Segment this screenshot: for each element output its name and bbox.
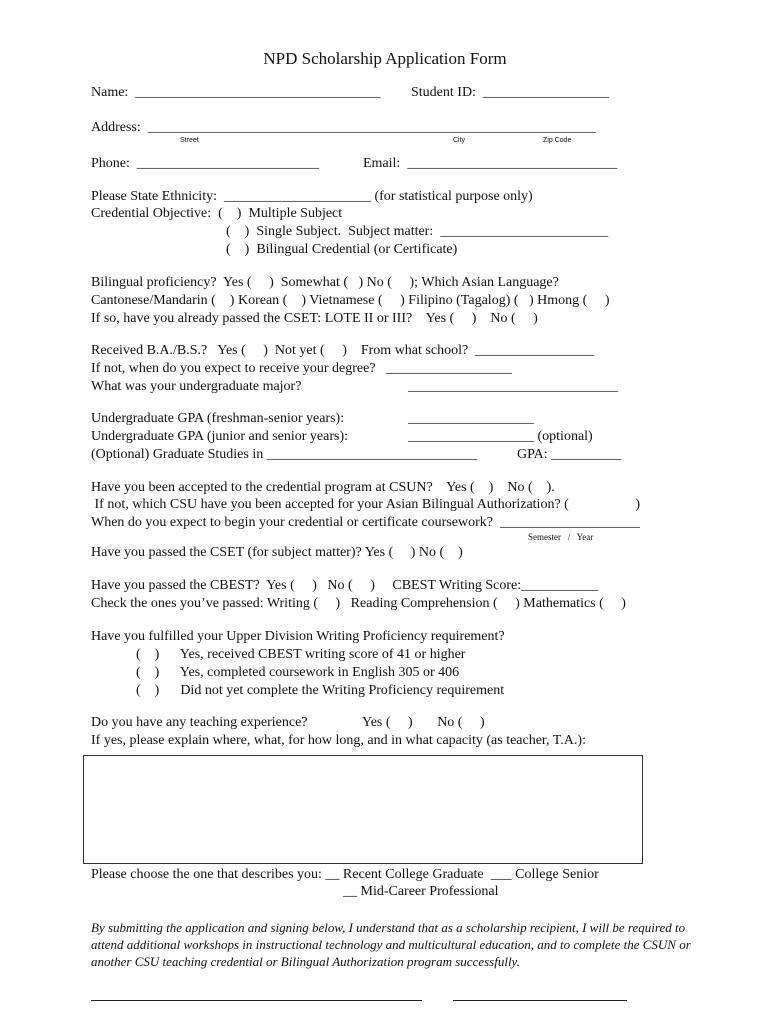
teaching-explain-label: If yes, please explain where, what, for how long, and in what capacity (as teacher, T.A.): — [91, 733, 586, 748]
ethnicity-field[interactable]: Please State Ethnicity: _____________________ (for statistical purpose only) — [91, 189, 533, 204]
city-caption: City — [453, 137, 466, 144]
credential-bilingual[interactable]: ( ) Bilingual Credential (or Certificate) — [226, 242, 458, 257]
describe-option-midcareer[interactable]: __ Mid-Career Professional — [343, 884, 499, 899]
address-field[interactable]: Address: ________________________________________________________________ — [91, 120, 596, 135]
teaching-explain-box[interactable] — [83, 755, 643, 864]
major-field[interactable]: ______________________________ — [408, 379, 618, 394]
bilingual-proficiency[interactable]: Bilingual proficiency? Yes ( ) Somewhat ( ) No ( ); Which Asian Language? — [91, 275, 559, 290]
page-title: NPD Scholarship Application Form — [263, 49, 507, 68]
asian-language-options[interactable]: Cantonese/Mandarin ( ) Korean ( ) Vietnamese ( ) Filipino (Tagalog) ( ) Hmong ( ) — [91, 293, 610, 308]
writing-proficiency-question: Have you fulfilled your Upper Division Writing Proficiency requirement? — [91, 629, 505, 644]
degree-expected[interactable]: If not, when do you expect to receive your degree? __________________ — [91, 361, 513, 376]
writing-option-coursework[interactable]: ( ) Yes, completed coursework in English 305 or 406 — [136, 665, 460, 680]
degree-question[interactable]: Received B.A./B.S.? Yes ( ) Not yet ( ) From what school? _________________ — [91, 343, 595, 358]
coursework-start-field[interactable]: When do you expect to begin your credential or certificate coursework? ____________________ — [91, 515, 640, 530]
writing-option-not-complete[interactable]: ( ) Did not yet complete the Writing Proficiency requirement — [136, 683, 505, 698]
graduate-gpa-field[interactable]: GPA: __________ — [517, 447, 622, 462]
teaching-yes-no[interactable]: Yes ( ) No ( ) — [362, 715, 485, 730]
csun-accepted-question[interactable]: Have you been accepted to the credential program at CSUN? Yes ( ) No ( ). — [91, 480, 555, 495]
gpa-upper-label: Undergraduate GPA (junior and senior years): — [91, 429, 348, 444]
signature-line[interactable] — [91, 1000, 422, 1001]
agreement-statement: By submitting the application and signing below, I understand that as a scholarship recipient, I will be required to attend additional workshops in instructional technology and multicultural education, and to complete the CSUN or another CSU teaching credential or Bilingual Authorization program successfully. — [91, 920, 691, 969]
name-field[interactable]: Name: ___________________________________ — [91, 85, 381, 100]
student-id-field[interactable]: Student ID: __________________ — [411, 85, 609, 100]
phone-field[interactable]: Phone: __________________________ — [91, 156, 319, 171]
major-label: What was your undergraduate major? — [91, 379, 302, 394]
csu-accepted-question[interactable]: If not, which CSU have you been accepted for your Asian Bilingual Authorization? ( ) — [91, 497, 640, 512]
gpa-all-label: Undergraduate GPA (freshman-senior years): — [91, 411, 345, 426]
writing-option-cbest[interactable]: ( ) Yes, received CBEST writing score of 41 or higher — [136, 647, 466, 662]
graduate-studies-field[interactable]: (Optional) Graduate Studies in ______________________________ — [91, 447, 477, 462]
cset-question[interactable]: Have you passed the CSET (for subject matter)? Yes ( ) No ( ) — [91, 545, 463, 560]
teaching-question: Do you have any teaching experience? — [91, 715, 308, 730]
describe-options[interactable]: Please choose the one that describes you: __ Recent College Graduate ___ College Senior — [91, 867, 599, 882]
cbest-sections[interactable]: Check the ones you’ve passed: Writing ( ) Reading Comprehension ( ) Mathematics ( ) — [91, 596, 626, 611]
email-field[interactable]: Email: ______________________________ — [363, 156, 618, 171]
gpa-upper-field[interactable]: __________________ (optional) — [408, 429, 593, 444]
cset-lote-question[interactable]: If so, have you already passed the CSET: LOTE II or III? Yes ( ) No ( ) — [91, 311, 538, 326]
cbest-question[interactable]: Have you passed the CBEST? Yes ( ) No ( ) CBEST Writing Score:___________ — [91, 578, 599, 593]
credential-multiple[interactable]: Credential Objective: ( ) Multiple Subject — [91, 206, 343, 221]
gpa-all-field[interactable]: __________________ — [408, 411, 534, 426]
credential-single[interactable]: ( ) Single Subject. Subject matter: ________________________ — [226, 224, 609, 239]
date-line[interactable] — [453, 1000, 627, 1001]
zip-caption: Zip Code — [543, 137, 572, 144]
street-caption: Street — [180, 137, 199, 144]
semester-year-caption: Semester / Year — [528, 532, 594, 542]
